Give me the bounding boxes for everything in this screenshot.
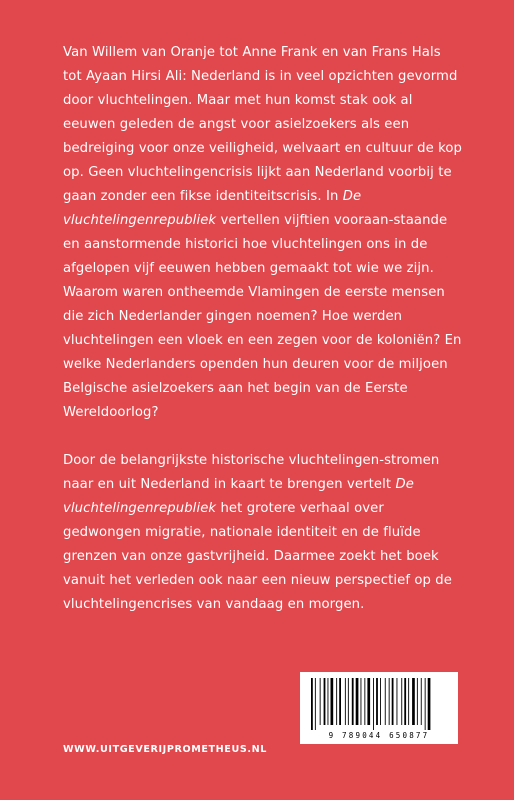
barcode-bar bbox=[364, 678, 365, 725]
blurb-paragraph-2 bbox=[63, 449, 463, 617]
barcode-bar bbox=[404, 678, 406, 725]
barcode-bar bbox=[315, 678, 316, 730]
book-title-italic: De vluchtelingenrepubliek bbox=[63, 477, 414, 516]
barcode-bar bbox=[412, 678, 415, 725]
blurb-text: Door de belangrijkste historische vluchtelingen-stromen naar en uit Nederland in kaart te brengen vertelt bbox=[63, 453, 440, 492]
barcode-bars bbox=[309, 678, 449, 730]
isbn-number: 9 789044 650877 bbox=[328, 731, 430, 740]
barcode-bar bbox=[331, 678, 334, 725]
barcode-bar bbox=[311, 678, 313, 730]
barcode-bar bbox=[367, 678, 370, 725]
barcode-bar bbox=[408, 678, 409, 725]
barcode-bar bbox=[336, 678, 337, 725]
blurb-text: vertellen vijftien vooraan-staande en aanstormende historici hoe vluchtelingen ons in de afgelopen vijf eeuwen hebben gemaakt tot wie we zijn. Waarom waren ontheemde Vlamingen de eerste mensen die zich Nederlander gingen noemen? Hoe werden vluchtelingen een vloek en een zegen voor de koloniën? En welke Nederlanders openden hun deuren voor de miljoen Belgische asielzoekers aan het begin van de Eerste Wereldoorlog? bbox=[63, 213, 462, 420]
blurb-paragraph-1 bbox=[63, 41, 463, 425]
barcode-bar bbox=[380, 678, 381, 725]
barcode-bar bbox=[385, 678, 386, 725]
publisher-website: WWW.UITGEVERIJPROMETHEUS.NL bbox=[63, 744, 267, 755]
barcode-bar bbox=[328, 678, 329, 725]
barcode-bar bbox=[401, 678, 402, 725]
barcode-bar bbox=[373, 678, 374, 730]
barcode-bar bbox=[324, 678, 326, 725]
barcode-bar bbox=[397, 678, 398, 725]
barcode-bar bbox=[320, 678, 321, 725]
barcode-bar bbox=[352, 678, 354, 725]
blurb-text: het grotere verhaal over gedwongen migratie, nationale identiteit en de fluïde grenzen van onze gastvrijheid. Daarmee zoekt het boek vanuit het verleden ook naar een nieuw perspectief op de vluchtelingencrises van vandaag en morgen. bbox=[63, 501, 452, 612]
barcode-bar bbox=[376, 678, 378, 725]
book-title-italic: De vluchtelingenrepubliek bbox=[63, 189, 362, 228]
barcode-bar bbox=[345, 678, 346, 725]
barcode-bar bbox=[417, 678, 418, 725]
blurb-text: Van Willem van Oranje tot Anne Frank en van Frans Hals tot Ayaan Hirsi Ali: Nederland is in veel opzichten gevormd door vluchtelingen. Maar met hun komst stak ook al eeuwen geleden de angst voor asielzoekers als een bedreiging voor onze veiligheid, welvaart en cultuur de kop op. Geen vluchtelingencrisis lijkt aan Nederland voorbij te gaan zonder een fikse identiteitscrisis. In bbox=[63, 45, 463, 204]
barcode-bar bbox=[392, 678, 394, 725]
isbn-barcode bbox=[300, 672, 458, 744]
barcode-bar bbox=[421, 678, 422, 725]
barcode-bar bbox=[361, 678, 362, 725]
barcode-bar bbox=[389, 678, 390, 725]
barcode-bar bbox=[425, 678, 426, 730]
barcode-bar bbox=[356, 678, 359, 725]
barcode-bar bbox=[428, 678, 431, 730]
barcode-bar bbox=[339, 678, 341, 725]
back-cover-blurb bbox=[63, 41, 463, 617]
barcode-bar bbox=[348, 678, 349, 725]
